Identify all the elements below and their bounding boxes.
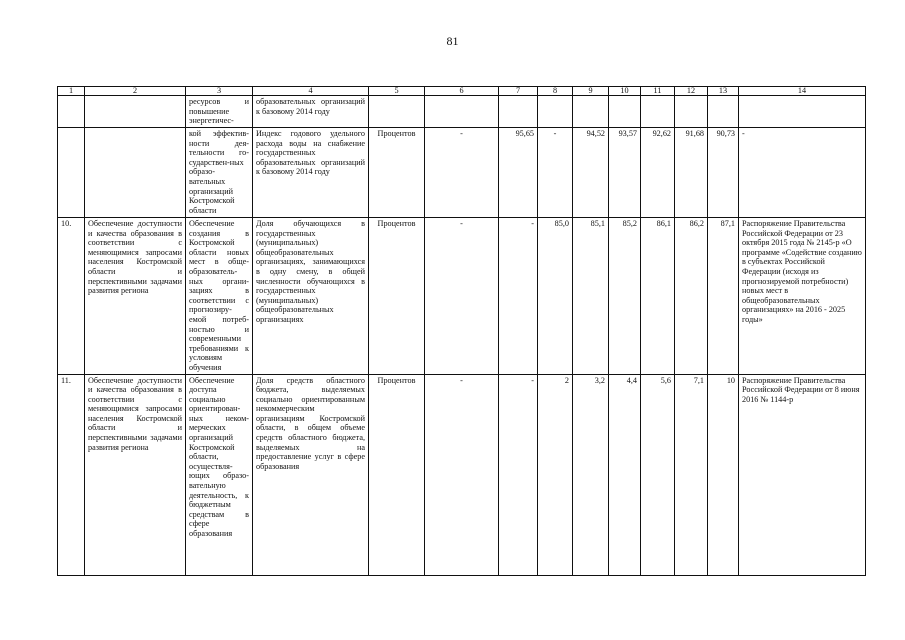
cell-basis: - (739, 128, 866, 218)
cell-value: 94,52 (573, 128, 609, 218)
cell-value (641, 96, 675, 128)
cell-value (675, 96, 708, 128)
page-number: 81 (446, 34, 459, 48)
cell-number (58, 128, 85, 218)
cell-value: 5,6 (641, 374, 675, 575)
column-header: 1 (58, 87, 85, 96)
table-row (58, 128, 866, 218)
cell-indicator: образовательных организаций к базовому 2014 году (253, 96, 369, 128)
cell-number (58, 96, 85, 128)
cell-unit: Процентов (369, 374, 425, 575)
cell-task: ресурсов и повышение энергетичес- (186, 96, 253, 128)
cell-number: 11. (58, 374, 85, 575)
cell-value: 90,73 (708, 128, 739, 218)
table-row (58, 374, 866, 575)
cell-value: - (425, 218, 499, 375)
header-row (58, 87, 866, 96)
column-header: 11 (641, 87, 675, 96)
column-header: 4 (253, 87, 369, 96)
cell-basis (739, 96, 866, 128)
cell-goal (85, 128, 186, 218)
cell-value: 85,2 (609, 218, 641, 375)
cell-value: 93,57 (609, 128, 641, 218)
column-header: 6 (425, 87, 499, 96)
column-header: 10 (609, 87, 641, 96)
cell-value: 4,4 (609, 374, 641, 575)
cell-value: - (425, 374, 499, 575)
cell-indicator: Доля средств областного бюджета, выделяемых социально ориентированным некоммерческим организациям Костромской области, в общем объеме средств областного бюджета, выделяемых на предоставление услуг в сфере образования (253, 374, 369, 575)
cell-value (609, 96, 641, 128)
cell-value: 2 (538, 374, 573, 575)
cell-unit: Процентов (369, 218, 425, 375)
column-header: 9 (573, 87, 609, 96)
cell-value: 92,62 (641, 128, 675, 218)
cell-value (573, 96, 609, 128)
cell-value (708, 96, 739, 128)
cell-value: 85,1 (573, 218, 609, 375)
column-header: 14 (739, 87, 866, 96)
cell-value: 91,68 (675, 128, 708, 218)
indicators-table (57, 86, 866, 576)
table-row (58, 96, 866, 128)
cell-goal: Обеспечение доступности и качества образования в соответствии с меняющимися запросами населения Костромской области и перспективными задачами развития региона (85, 374, 186, 575)
cell-goal (85, 96, 186, 128)
cell-value: - (538, 128, 573, 218)
cell-indicator: Доля обучающихся в государственных (муниципальных) общеобразовательных организациях, занимающихся в одну смену, в общей численности обучающихся в государственных (муниципальных) общеобразовательных организациях (253, 218, 369, 375)
cell-value: 85,0 (538, 218, 573, 375)
cell-value: - (499, 218, 538, 375)
cell-value: 87,1 (708, 218, 739, 375)
cell-value (538, 96, 573, 128)
cell-value: - (499, 374, 538, 575)
cell-indicator: Индекс годового удельного расхода воды на снабжение государственных образовательных организаций к базовому 2014 году (253, 128, 369, 218)
column-header: 13 (708, 87, 739, 96)
cell-task: Обеспечение доступа социально ориентирован-ных неком-мерческих организаций Костромской области, осуществля-ющих образо-вательную деятельность, к бюджетным средствам в сфере образования (186, 374, 253, 575)
cell-value: 95,65 (499, 128, 538, 218)
column-header: 8 (538, 87, 573, 96)
cell-value: 7,1 (675, 374, 708, 575)
cell-basis: Распоряжение Правительства Российской Федерации от 23 октября 2015 года № 2145-р «О программе «Содействие созданию в субъектах Российской Федерации (исходя из прогнозируемой потребности) новых мест в общеобразовательных организациях» на 2016 - 2025 годы» (739, 218, 866, 375)
cell-basis: Распоряжение Правительства Российской Федерации от 8 июня 2016 № 1144-р (739, 374, 866, 575)
cell-task: кой эффектив-ности дея-тельности го-сударствен-ных образо-вательных организаций Костромской области (186, 128, 253, 218)
cell-task: Обеспечение создания в Костромской области новых мест в обще-образователь-ных органи-зациях в соответствии с прогнозиру-емой потреб-ностью и современными требованиями к условиям обучения (186, 218, 253, 375)
column-header: 3 (186, 87, 253, 96)
cell-number: 10. (58, 218, 85, 375)
cell-value: 86,2 (675, 218, 708, 375)
cell-unit: Процентов (369, 128, 425, 218)
cell-value (425, 96, 499, 128)
column-header: 2 (85, 87, 186, 96)
table-row (58, 218, 866, 375)
column-header: 7 (499, 87, 538, 96)
column-header: 5 (369, 87, 425, 96)
column-header: 12 (675, 87, 708, 96)
cell-goal: Обеспечение доступности и качества образования в соответствии с меняющимися запросами населения Костромской области и перспективными задачами развития региона (85, 218, 186, 375)
cell-value (499, 96, 538, 128)
cell-unit (369, 96, 425, 128)
cell-value: 10 (708, 374, 739, 575)
cell-value: 86,1 (641, 218, 675, 375)
cell-value: 3,2 (573, 374, 609, 575)
cell-value: - (425, 128, 499, 218)
